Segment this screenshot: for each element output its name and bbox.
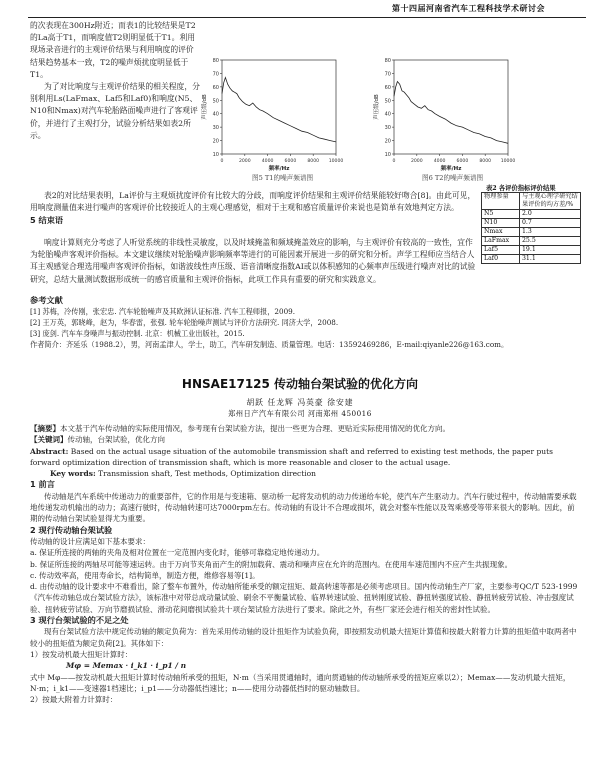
table-cell: Laf5 xyxy=(482,246,520,255)
y-tick-label: 80 xyxy=(212,58,219,64)
y-tick-label: 50 xyxy=(212,98,219,105)
keywords-en-label: Key words: xyxy=(50,469,96,479)
table-cell: 19.1 xyxy=(520,246,581,255)
section-heading: 1 前言 xyxy=(30,479,55,490)
formula: Mφ = Memax · i_k1 · i_p1 / n xyxy=(66,661,187,671)
section-heading: 5 结束语 xyxy=(30,215,64,226)
abstract-en xyxy=(30,446,580,469)
table-row xyxy=(482,210,581,219)
table-header-row xyxy=(482,193,581,210)
y-tick-label: 50 xyxy=(384,98,391,105)
table-cell: Nmax xyxy=(482,228,520,237)
figure-6-caption: 图6 T2的噪声频谱图 xyxy=(422,174,484,182)
abstract-cn-label: 【摘要】 xyxy=(30,424,60,433)
x-tick-label: 8000 xyxy=(479,159,492,164)
x-tick-label: 10000 xyxy=(328,159,344,164)
keywords-cn-text: 传动轴，台架试验，优化方向 xyxy=(67,435,165,445)
y-tick-label: 10 xyxy=(384,152,391,158)
y-axis-label: 声压级/dB xyxy=(374,94,380,120)
x-tick-label: 8000 xyxy=(307,159,320,164)
plot-frame xyxy=(222,60,336,154)
list-item: b. 保证所连接的两轴尽可能等速运转。由于万向节夹角而产生的附加载荷、震动和噪声应在允许的范围内。在使用车速范围内不应产生共振现象。 xyxy=(30,559,513,569)
keywords-en-text: Transmission shaft, Test methods, Optimization direction xyxy=(98,469,316,479)
series-line-T2 xyxy=(394,82,508,144)
y-tick-label: 20 xyxy=(384,138,391,145)
y-tick-label: 30 xyxy=(212,125,219,132)
y-tick-label: 20 xyxy=(212,138,219,145)
y-tick-label: 40 xyxy=(212,111,219,118)
table-row xyxy=(482,246,581,255)
abstract-en-text: Based on the actual usage situation of the automobile transmission shaft and referred to existing test methods, the paper puts forward optimization direction of transmission shaft, which is more reasonable and closer to the actual usage. xyxy=(30,446,553,467)
references xyxy=(30,295,580,350)
y-tick-label: 70 xyxy=(212,71,219,78)
reference-item: [1] 苏梅，冷传刚，张宏忠. 汽车轮胎噪声及其欧洲认证标准. 汽车工程师报，2009. xyxy=(30,307,295,316)
paragraph: 响度计算则充分考虑了人听觉系统的非线性灵敏度，以及时域掩盖和频域掩盖效应的影响，与主观评价有较高的一致性，宜作为轮胎噪声客观评价指标。本文建议继续对轮胎噪声影响频率等进行的可能因素开展进一步的研究和分析。声学工程师应当结合人耳主观感觉合理选用噪声客观评价指标，如谐波线性声压级、语音清晰度指数AI或以体积感知的心频率声压级进行噪声对比的试验研究，总结大量测试数据形成统一的感官质量和主观评价指标，此项工作具有重要的研究和实践意义。 xyxy=(30,238,476,284)
table-discussion xyxy=(30,190,480,227)
x-tick-label: 0 xyxy=(220,159,224,164)
figure-5-caption: 图5 T1的噪声频谱图 xyxy=(252,174,314,182)
table-cell: LaFmax xyxy=(482,237,520,246)
article-affiliation: 郑州日产汽车有限公司 河南郑州 450016 xyxy=(228,409,372,418)
table-cell: 31.1 xyxy=(520,255,581,264)
table-row xyxy=(482,228,581,237)
reference-item: [3] 庞剑. 汽车车身噪声与振动控制. 北京：机械工业出版社，2015. xyxy=(30,329,245,338)
x-tick-label: 2000 xyxy=(238,159,251,164)
series-line-T1 xyxy=(222,78,336,142)
header-rule xyxy=(28,17,586,18)
paragraph: 表2的对比结果表明，La评价与主观烦扰度评价有比较大的分歧，而响度评价结果和主观评价结果能较好吻合[8]。由此可见，用响度测量值来进行噪声的客观评价比较接近人的主观心理感觉，相对于主观和感官质量评价来说也是简单有效地判定方法。 xyxy=(30,191,476,213)
formula-description: 式中 Mφ——按发动机最大扭矩计算时传动轴所承受的扭矩，N·m（当采用贯通轴时，通向贯通轴的传动轴所承受的扭矩应乘以2）；Memax——发动机最大扭矩，N·m；i_k1——变速器1档速比；i_p1——分动器低挡速比；n——使用分动器低挡时的驱动轴数目。 xyxy=(30,672,571,693)
list-item: 1）按发动机最大扭矩计算时： xyxy=(30,649,133,659)
y-tick-label: 10 xyxy=(212,152,219,158)
keywords-cn xyxy=(30,434,580,445)
table-row xyxy=(482,255,581,264)
x-tick-label: 10000 xyxy=(500,159,516,164)
reference-item: [2] 王万英，郭晓峰，赵为，华春雷，张强. 轮车轮胎噪声测试与评价方法研究. 同济大学，2008. xyxy=(30,318,339,327)
article-title: HNSAE17125 传动轴台架试验的优化方向 xyxy=(181,377,419,391)
section-heading: 3 现行台架试验的不足之处 xyxy=(30,615,129,626)
list-item: a. 保证所连接的两轴的夹角及相对位置在一定范围内变化时，能够可靠稳定地传递动力。 xyxy=(30,548,325,558)
x-tick-label: 4000 xyxy=(261,159,274,164)
references-heading: 参考文献 xyxy=(30,295,63,305)
paragraph: 传动轴的设计应满足如下基本要求： xyxy=(30,536,150,546)
list-item: 2）按最大附着力计算时： xyxy=(30,695,118,705)
x-tick-label: 4000 xyxy=(433,159,446,164)
article-body xyxy=(30,423,580,705)
table-row xyxy=(482,219,581,228)
paragraph: 的次表现在300Hz附近；而表1的比较结果是T2的La高于T1，而响度值T2则明显低于T1。利用现场录音进行的主观评价结果与利用响度的评价结果趋势基本一致，T2的噪声烦扰度明显低于T1。 xyxy=(30,21,196,79)
y-tick-label: 60 xyxy=(212,84,219,91)
x-tick-label: 0 xyxy=(392,159,396,164)
author-note: 作者简介：齐延乐（1988.2），男，河南孟津人，学士，助工，汽车研发制造、质量管理。电话：13592469286，E-mail:qiyanle226@163.com。 xyxy=(30,340,509,349)
table-header-cell: 物理参量 xyxy=(482,193,520,210)
table-header-cell: 与主观心理学研究结果评价的均方差/% xyxy=(520,193,581,210)
table-cell: N5 xyxy=(482,210,520,219)
figure-6-chart xyxy=(372,56,516,174)
table-cell: 2.0 xyxy=(520,210,581,219)
x-tick-label: 2000 xyxy=(410,159,423,164)
x-tick-label: 6000 xyxy=(284,159,297,164)
conclusion-text xyxy=(30,237,480,286)
y-tick-label: 70 xyxy=(384,71,391,78)
y-tick-label: 80 xyxy=(384,58,391,64)
left-column-text xyxy=(30,20,200,142)
paragraph: 为了对比响度与主观评价结果的相关程度，分别利用Ls(LaFmax、Laf5和Laf0)和响度(N5、N10和Nmax)对汽车轮胎路面噪声进行了客观评价，并进行了主观打分，试验分析结果如表2所示。 xyxy=(30,82,200,140)
table-2-caption: 表2 各评价指标评价结果 xyxy=(486,185,556,192)
paragraph: 传动轴是汽车系统中传递动力的重要部件，它的作用是与变速箱、驱动桥一起将发动机的动力传递给车轮，使汽车产生驱动力。汽车行驶过程中，传动轴需要承载地传递发动机输出的动力；高速行驶时，传动轴转速可达7000rpm左右。传动轴的有设计不合理或损坏，就会对整车性能以及驾乘感受等带来很大的影响。因此，前期的传动轴台架试验显得尤为重要。 xyxy=(30,491,577,524)
abstract-cn xyxy=(30,423,580,434)
keywords-en xyxy=(30,468,580,479)
figure-5-chart xyxy=(200,56,344,174)
table-cell: N10 xyxy=(482,219,520,228)
y-tick-label: 40 xyxy=(384,111,391,118)
article-authors: 胡跃 任龙辉 冯英豪 徐安建 xyxy=(246,398,354,407)
table-cell: 0.7 xyxy=(520,219,581,228)
list-item: c. 传动效率高，使用寿命长，结构简单，制造方便，维修容易等[1]。 xyxy=(30,570,260,580)
plot-frame xyxy=(394,60,508,154)
abstract-cn-text: 本文基于汽车传动轴的实际使用情况，参考现有台架试验方法，提出一些更为合理、更贴近实际使用情况的优化方向。 xyxy=(60,424,450,433)
table-row xyxy=(482,237,581,246)
paragraph: 现有台架试验方法中规定传动轴的额定负荷为：首先采用传动轴的设计扭矩作为试验负荷，即按照发动机最大扭矩计算值和按最大附着力计算的扭矩值中取两者中较小的扭矩值为额定负荷[2]。其体如下： xyxy=(30,627,577,648)
list-item: d. 由传动轴的设计要求中不难看出，除了整车布置外，传动轴所能承受的额定扭矩、最高转速等都是必须考虑项目。国内传动轴生产厂家，主要参考QC/T 523-1999《汽车传动轴总成台架试验方法》，该标准中对带总成动量试验、刷余不平衡量试验、临界转速试验、扭转刚度试验、静扭转强度试验、静扭转疲劳试验、冲击强度试验、扭转疲劳试验、万向节磨损试验、滑动花间磨损试验共十项台架试验方法进行了要求。除此之外，有些厂家还会进行相关的密封性试验。 xyxy=(30,582,578,614)
table-cell: 1.3 xyxy=(520,228,581,237)
running-header: 第十四届河南省汽车工程科技学术研讨会 xyxy=(392,3,545,13)
y-tick-label: 30 xyxy=(384,125,391,132)
keywords-cn-label: 【关键词】 xyxy=(30,435,68,445)
table-cell: Laf0 xyxy=(482,255,520,264)
y-axis-label: 声压级/dB xyxy=(202,94,208,120)
y-tick-label: 60 xyxy=(384,84,391,91)
section-heading: 2 现行传动轴台架试验 xyxy=(30,524,113,535)
table-2 xyxy=(481,192,581,264)
x-tick-label: 6000 xyxy=(456,159,469,164)
table-cell: 25.5 xyxy=(520,237,581,246)
x-axis-label: 频率/Hz xyxy=(268,166,290,172)
abstract-en-label: Abstract: xyxy=(30,446,69,456)
x-axis-label: 频率/Hz xyxy=(440,166,462,172)
